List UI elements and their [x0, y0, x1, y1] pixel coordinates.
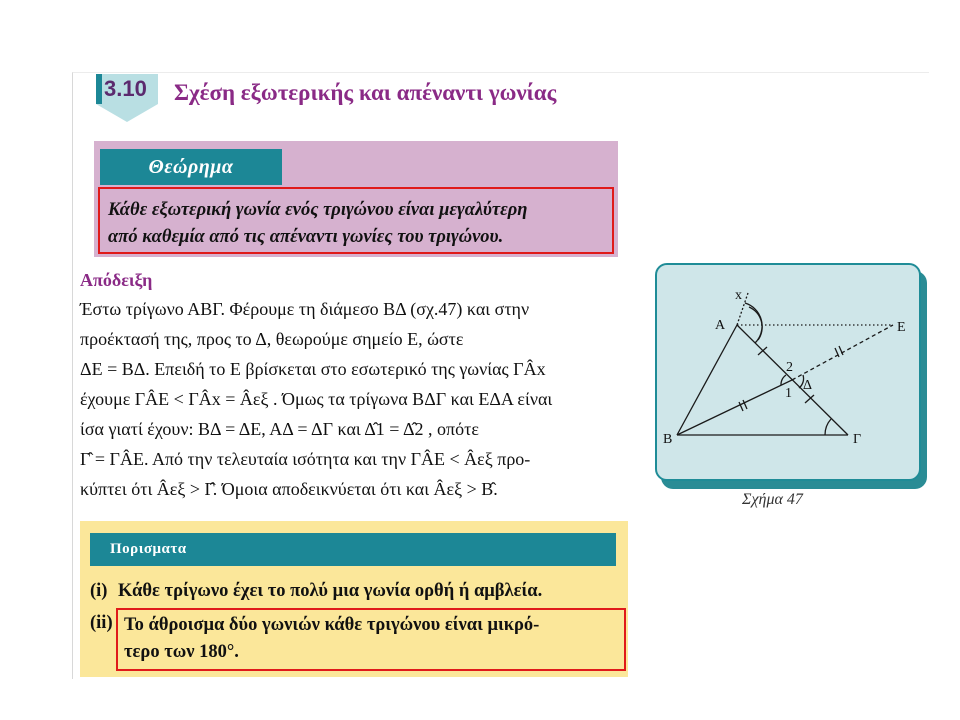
- proof-line: Γ̂ = ΓÂΕ. Από την τελευταία ισότητα και την ΓÂΕ < Âεξ προ-: [80, 449, 531, 469]
- corollary-1-text: Κάθε τρίγωνο έχει το πολύ μια γωνία ορθή ή αμβλεία.: [118, 581, 543, 601]
- proof-line: ΔΕ = ΒΔ. Επειδή το Ε βρίσκεται στο εσωτερικό της γωνίας ΓÂx: [80, 359, 546, 379]
- theorem-line-2: από καθεμία από τις απέναντι γωνίες του τριγώνου.: [108, 227, 504, 247]
- proof-title: Απόδειξη: [80, 270, 153, 290]
- proof-line: προέκτασή της, προς το Δ, θεωρούμε σημείο Ε, ώστε: [80, 329, 464, 349]
- label-e: Ε: [897, 320, 906, 335]
- section-title: Σχέση εξωτερικής και απέναντι γωνίας: [174, 80, 557, 105]
- label-d: Δ: [803, 378, 813, 393]
- corollary-1-marker: (i): [90, 581, 108, 601]
- proof-line: έχουμε ΓÂΕ < ΓÂx = Âεξ . Όμως τα τρίγωνα ΒΔΓ και ΕΔΑ είναι: [80, 389, 553, 409]
- corollary-2-line-2: τερο των 180°.: [124, 642, 239, 662]
- theorem-line-1: Κάθε εξωτερική γωνία ενός τριγώνου είναι μεγαλύτερη: [108, 200, 528, 220]
- label-angle-2: 2: [786, 360, 793, 375]
- corollaries-label: Πορισματα: [90, 533, 616, 566]
- corollary-2-marker: (ii): [90, 613, 113, 633]
- median-bd: [677, 380, 792, 435]
- theorem-statement-highlight: [98, 187, 614, 254]
- label-a: Α: [715, 318, 726, 333]
- side-ab: [677, 325, 737, 435]
- corollary-2-highlight: [116, 608, 626, 671]
- proof-text: [80, 294, 628, 504]
- proof-line: κύπτει ότι Âεξ > Γ̂. Όμοια αποδεικνύεται ότι και Âεξ > Β̂.: [80, 479, 498, 499]
- label-x: x: [735, 288, 742, 303]
- proof-line: ίσα γιατί έχουν: ΒΔ = ΔΕ, ΑΔ = ΔΓ και Δ̂1 = Δ̂2 , οπότε: [80, 419, 479, 439]
- corollary-2-line-1: Το άθροισμα δύο γωνιών κάθε τριγώνου είναι μικρό-: [124, 615, 540, 635]
- section-number: 3.10: [104, 76, 147, 101]
- label-b: Β: [663, 432, 673, 447]
- label-g: Γ: [853, 432, 862, 447]
- label-angle-1: 1: [785, 386, 792, 401]
- proof-line: Έστω τρίγωνο ΑΒΓ. Φέρουμε τη διάμεσο ΒΔ (σχ.47) και στην: [80, 299, 530, 319]
- figure-caption: Σχήμα 47: [742, 491, 803, 508]
- triangle-diagram: [655, 263, 917, 477]
- theorem-label: Θεώρημα: [100, 149, 282, 185]
